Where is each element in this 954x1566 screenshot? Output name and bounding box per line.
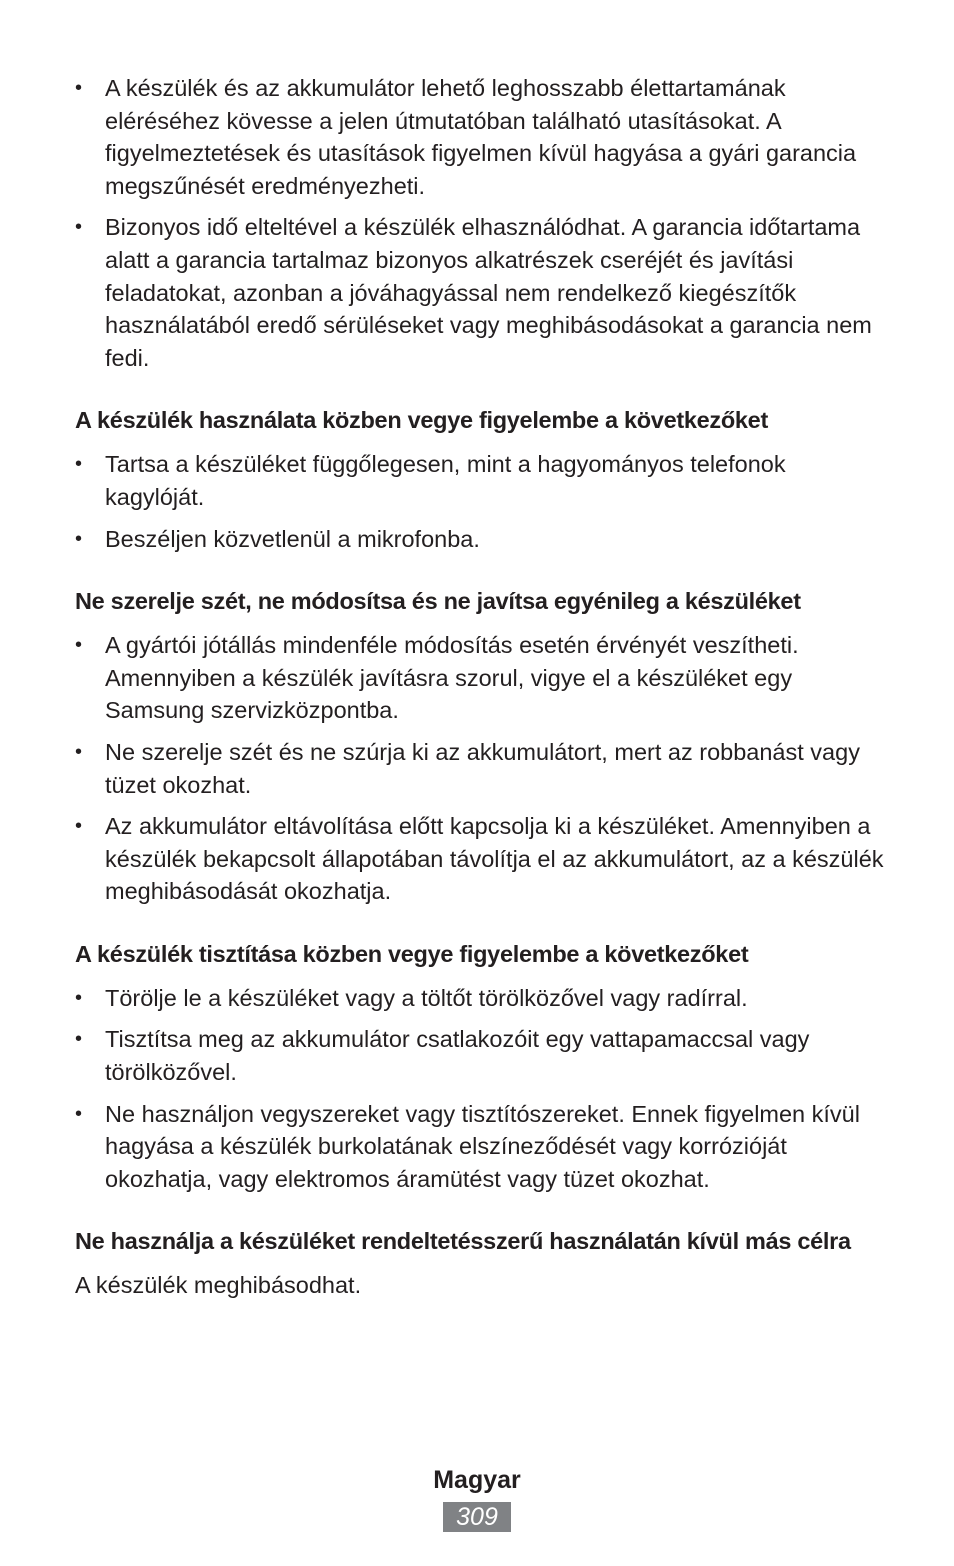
list-item-text: A gyártói jótállás mindenféle módosítás esetén érvényét veszítheti. Amennyiben a készülék javításra szorul, vigye el a készüléket egy Samsung szervizközpontba. — [105, 632, 799, 724]
list-item — [75, 1023, 887, 1088]
list-item — [75, 982, 887, 1015]
page-footer — [0, 1462, 954, 1532]
list-item-text: Ne szerelje szét és ne szúrja ki az akkumulátort, mert az robbanást vagy tüzet okozhat. — [105, 738, 860, 798]
bullet-icon: • — [75, 527, 83, 550]
list-item — [75, 736, 887, 801]
intro-bullet-list — [75, 72, 887, 374]
list-item-text: A készülék és az akkumulátor lehető leghosszabb élettartamának eléréséhez kövesse a jelen útmutatóban található utasításokat. A figyelmeztetések és utasítások figyelmen kívül hagyása a gyári garancia megszűnését eredményezheti. — [105, 75, 857, 199]
bullet-icon: • — [75, 634, 83, 657]
intended-use-text: A készülék meghibásodhat. — [75, 1272, 362, 1299]
footer-language: Magyar — [433, 1466, 521, 1494]
bullet-icon: • — [75, 453, 83, 476]
list-item — [75, 211, 887, 374]
list-item-text: Bizonyos idő elteltével a készülék elhasználódhat. A garancia időtartama alatt a garancia tartalmaz bizonyos alkatrészek cseréjét és javítási feladatokat, azonban a jóváhagyással nem rendelkező kiegészítők használatából eredő sérüléseket vagy meghibásodásokat a garancia nem fedi. — [105, 214, 872, 371]
bullet-icon: • — [75, 740, 83, 763]
bullet-icon: • — [75, 986, 83, 1009]
list-item — [75, 72, 887, 202]
list-item-text: Beszéljen közvetlenül a mikrofonba. — [105, 525, 480, 552]
bullet-icon: • — [75, 815, 83, 838]
cleaning-bullet-list — [75, 982, 887, 1196]
list-item — [75, 810, 887, 908]
section-heading-disassembly: Ne szerelje szét, ne módosítsa és ne javítsa egyénileg a készüléket — [75, 588, 801, 615]
disassembly-bullet-list — [75, 629, 887, 908]
list-item — [75, 1098, 887, 1196]
bullet-icon: • — [75, 1028, 83, 1051]
list-item — [75, 629, 887, 727]
list-item-text: Tisztítsa meg az akkumulátor csatlakozóit egy vattapamaccsal vagy törölközővel. — [105, 1026, 810, 1086]
bullet-icon: • — [75, 77, 83, 99]
page-content — [75, 72, 887, 1301]
list-item-text: Ne használjon vegyszereket vagy tisztítószereket. Ennek figyelmen kívül hagyása a készülék burkolatának elszíneződését vagy korrózióját okozhatja, vagy elektromos áramütést vagy tüzet okozhat. — [105, 1100, 860, 1192]
list-item — [75, 523, 887, 556]
list-item-text: Tartsa a készüléket függőlegesen, mint a hagyományos telefonok kagylóját. — [105, 451, 786, 510]
page-number: 309 — [443, 1502, 511, 1532]
section-heading-intended-use: Ne használja a készüléket rendeltetésszerű használatán kívül más célra — [75, 1228, 851, 1255]
section-heading-usage: A készülék használata közben vegye figyelembe a következőket — [75, 407, 768, 434]
list-item-text: Törölje le a készüléket vagy a töltőt törölközővel vagy radírral. — [105, 984, 748, 1011]
list-item — [75, 448, 887, 513]
usage-bullet-list — [75, 448, 887, 555]
bullet-icon: • — [75, 216, 83, 239]
section-heading-cleaning: A készülék tisztítása közben vegye figyelembe a következőket — [75, 940, 749, 967]
bullet-icon: • — [75, 1102, 83, 1125]
list-item-text: Az akkumulátor eltávolítása előtt kapcsolja ki a készüléket. Amennyiben a készülék bekapcsolt állapotában távolítja el az akkumulátort, az a készülék meghibásodását okozhatja. — [105, 813, 884, 905]
